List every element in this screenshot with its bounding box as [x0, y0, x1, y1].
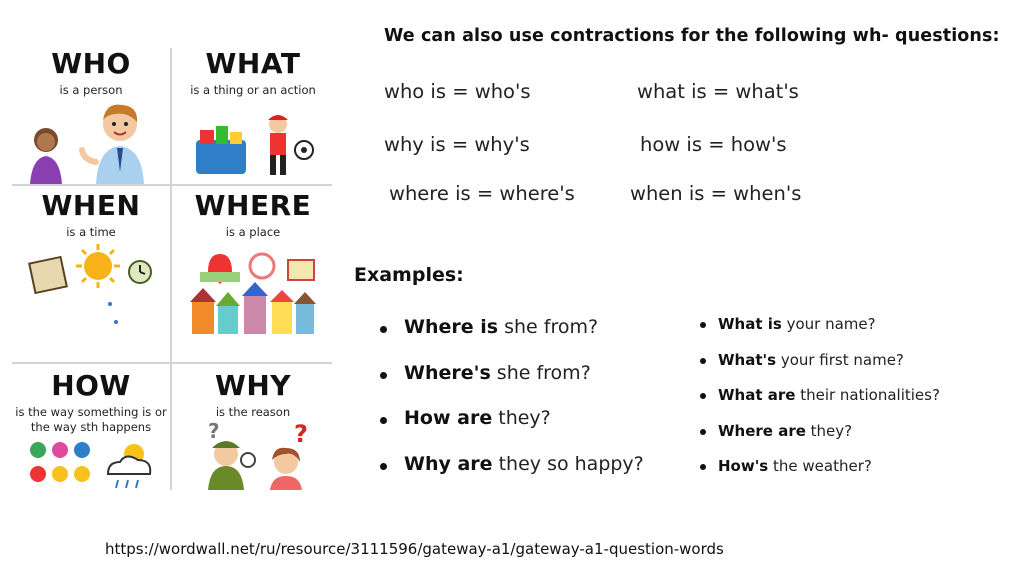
grid-divider	[12, 362, 332, 364]
when-cell	[12, 190, 170, 240]
contractions-heading: We can also use contractions for the following wh- questions:	[384, 26, 1000, 46]
grid-divider	[12, 184, 332, 186]
list-item	[378, 453, 644, 499]
word-who: WHO	[51, 47, 131, 80]
what-cell	[174, 48, 332, 98]
weather-icon	[108, 444, 150, 488]
detective-icon	[208, 420, 255, 490]
example-bold: Where's	[404, 361, 491, 384]
how-icons	[12, 438, 170, 492]
where-cell	[174, 190, 332, 240]
list-item	[698, 422, 940, 458]
contraction-how: how is = how's	[640, 133, 787, 156]
source-link[interactable]: https://wordwall.net/ru/resource/3111596/gateway-a1/gateway-a1-question-words	[105, 540, 724, 558]
calendar-icon	[29, 257, 67, 293]
why-cell	[174, 370, 332, 420]
example-bold: What is	[718, 315, 782, 333]
example-bold: Where are	[718, 421, 806, 440]
examples-left-list	[378, 316, 644, 498]
contraction-why: why is = why's	[384, 133, 530, 156]
houses-icon	[190, 282, 316, 334]
clock-icon	[129, 261, 151, 283]
example-rest: the weather?	[768, 457, 872, 475]
example-bold: Where is	[404, 316, 499, 338]
list-item	[698, 457, 940, 493]
example-bold: Why are	[404, 452, 493, 475]
example-rest: your first name?	[776, 350, 904, 369]
desc-when: is a time	[66, 225, 116, 239]
word-where: WHERE	[194, 189, 312, 222]
example-bold: What are	[718, 386, 796, 404]
contraction-when: when is = when's	[630, 182, 802, 205]
desc-how-line1: is the way something is or	[15, 405, 167, 419]
who-cell	[12, 48, 170, 98]
contraction-who: who is = who's	[384, 80, 531, 103]
example-bold: How are	[404, 407, 493, 429]
example-rest: they?	[492, 407, 551, 429]
desc-how-line2: the way sth happens	[30, 420, 152, 434]
desc-who: is a person	[59, 83, 123, 97]
emoji-faces-icon	[30, 442, 90, 482]
example-rest: she from?	[498, 316, 599, 338]
desc-how	[12, 405, 170, 435]
grid-divider	[170, 48, 172, 490]
example-rest: your name?	[781, 315, 876, 333]
why-icons	[174, 420, 332, 490]
example-rest: their nationalities?	[795, 386, 940, 404]
examples-right-list	[698, 315, 940, 493]
examples-title: Examples:	[354, 264, 464, 286]
svg-text:?: ?	[294, 420, 308, 448]
thinking-girl-icon	[270, 420, 308, 490]
toys-icon	[174, 110, 332, 184]
desc-where: is a place	[225, 225, 281, 239]
list-item	[378, 362, 644, 408]
list-item	[698, 351, 940, 387]
word-when: WHEN	[41, 189, 141, 222]
example-bold: What's	[718, 350, 777, 369]
word-why: WHY	[214, 369, 292, 402]
people-icon	[12, 102, 170, 184]
example-rest: they so happy?	[492, 452, 644, 475]
example-bold: How's	[718, 457, 769, 475]
sun-icon	[76, 244, 120, 288]
list-item	[378, 316, 644, 362]
word-how: HOW	[51, 369, 131, 402]
contraction-where: where is = where's	[389, 182, 575, 205]
desc-what: is a thing or an action	[190, 83, 316, 97]
word-what: WHAT	[205, 47, 301, 80]
how-cell	[12, 370, 170, 435]
place-icons	[174, 244, 332, 340]
moon-icon	[73, 298, 118, 332]
list-item	[698, 315, 940, 351]
time-icons	[12, 242, 170, 334]
example-rest: they?	[805, 421, 853, 440]
map-pin-icon	[200, 254, 240, 284]
example-rest: she from?	[490, 361, 591, 384]
question-words-grid	[12, 48, 332, 490]
desc-why: is the reason	[215, 405, 291, 419]
list-item	[378, 407, 644, 453]
contraction-what: what is = what's	[637, 80, 799, 103]
svg-text:?: ?	[208, 420, 220, 443]
list-item	[698, 386, 940, 422]
